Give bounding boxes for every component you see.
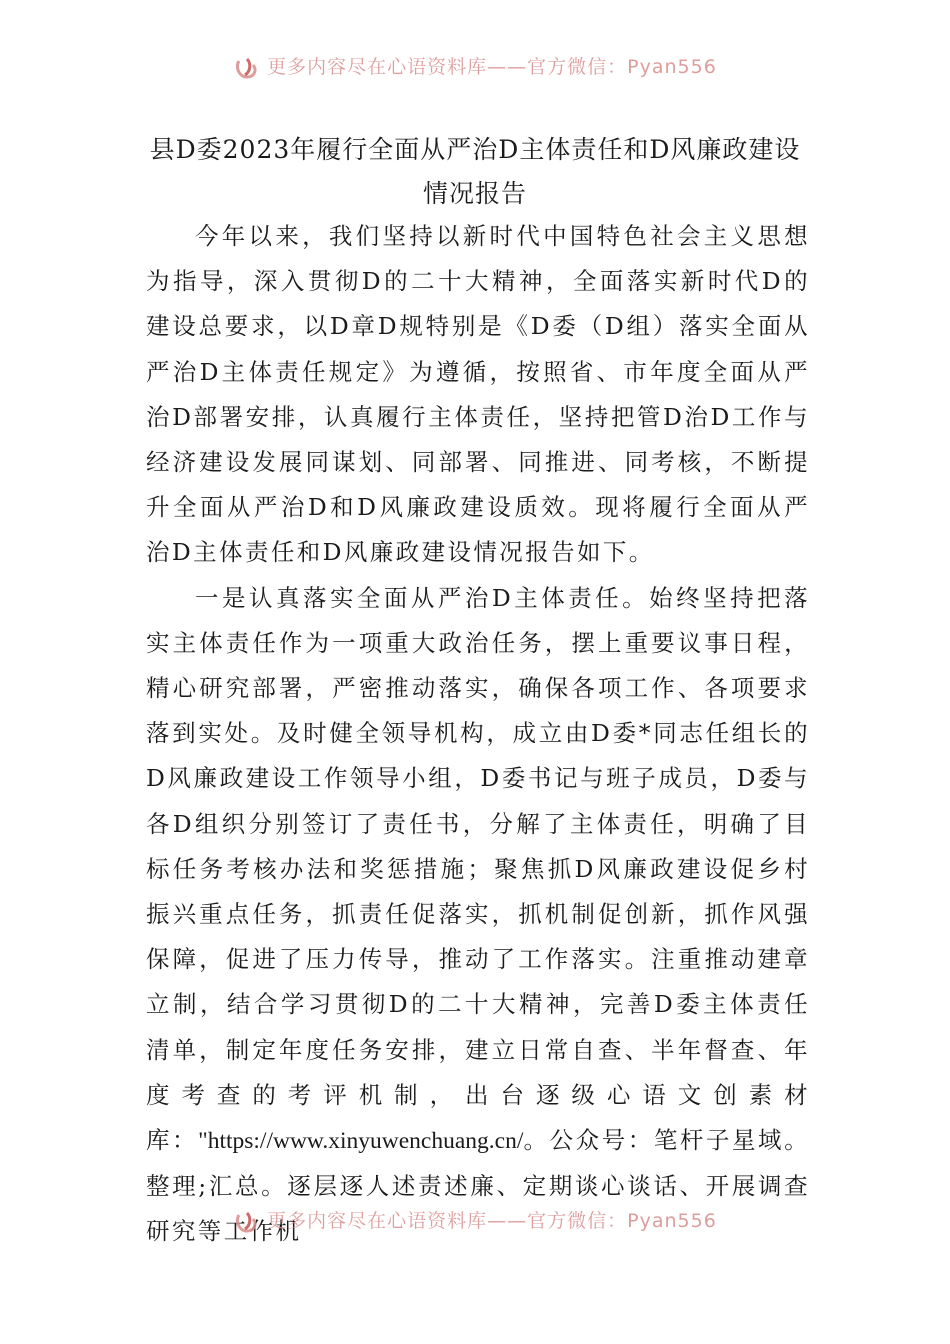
document-title-line-1: 县D委2023年履行全面从严治D主体责任和D风廉政建设 [149,135,801,164]
logo-icon [233,1209,261,1237]
document-body [146,214,810,1255]
paragraph-section-one [146,576,810,1255]
document-title-line-2: 情况报告 [422,179,527,208]
watermark-footer [0,1206,950,1240]
watermark-text: 更多内容尽在心语资料库——官方微信：Pyan556 [267,1209,717,1232]
paragraph-section-one-text: 一是认真落实全面从严治D主体责任。始终坚持把落实主体责任作为一项重大政治任务，摆上重要议事日程，精心研究部署，严密推动落实，确保各项工作、各项要求落到实处。及时健全领导机构，成立由D委*同志任组长的D风廉政建设工作领导小组，D委书记与班子成员，D委与各D组织分别签订了责任书，分解了主体责任，明确了目标任务考核办法和奖惩措施；聚焦抓D风廉政建设促乡村振兴重点任务，抓责任促落实，抓机制促创新，抓作风强保障，促进了压力传导，推动了工作落实。注重推动建章立制，结合学习贯彻D的二十大精神，完善D委主体责任清单，制定年度任务安排，建立日常自查、半年督查、年度考查的考评机制，出台逐级心语文创素材库： [146,583,810,1155]
logo-icon [233,55,261,83]
watermark-header [0,52,950,86]
paragraph-intro: 今年以来，我们坚持以新时代中国特色社会主义思想为指导，深入贯彻D的二十大精神，全面落实新时代D的建设总要求，以D章D规特别是《D委（D组）落实全面从严治D主体责任规定》为遵循，按照省、市年度全面从严治D部署安排，认真履行主体责任，坚持把管D治D工作与经济建设发展同谋划、同部署、同推进、同考核，不断提升全面从严治D和D风廉政建设质效。现将履行全面从严治D主体责任和D风廉政建设情况报告如下。 [146,222,810,567]
paragraph-section-one-tail: 。公众号：笔杆子星域。整理;汇总。逐层逐人述责述廉、定期谈心谈话、开展调查研究等工作机 [146,1126,810,1246]
source-url-link[interactable]: "https://www.xinyuwenchuang.cn/ [198,1128,524,1155]
watermark-text: 更多内容尽在心语资料库——官方微信：Pyan556 [267,55,717,78]
